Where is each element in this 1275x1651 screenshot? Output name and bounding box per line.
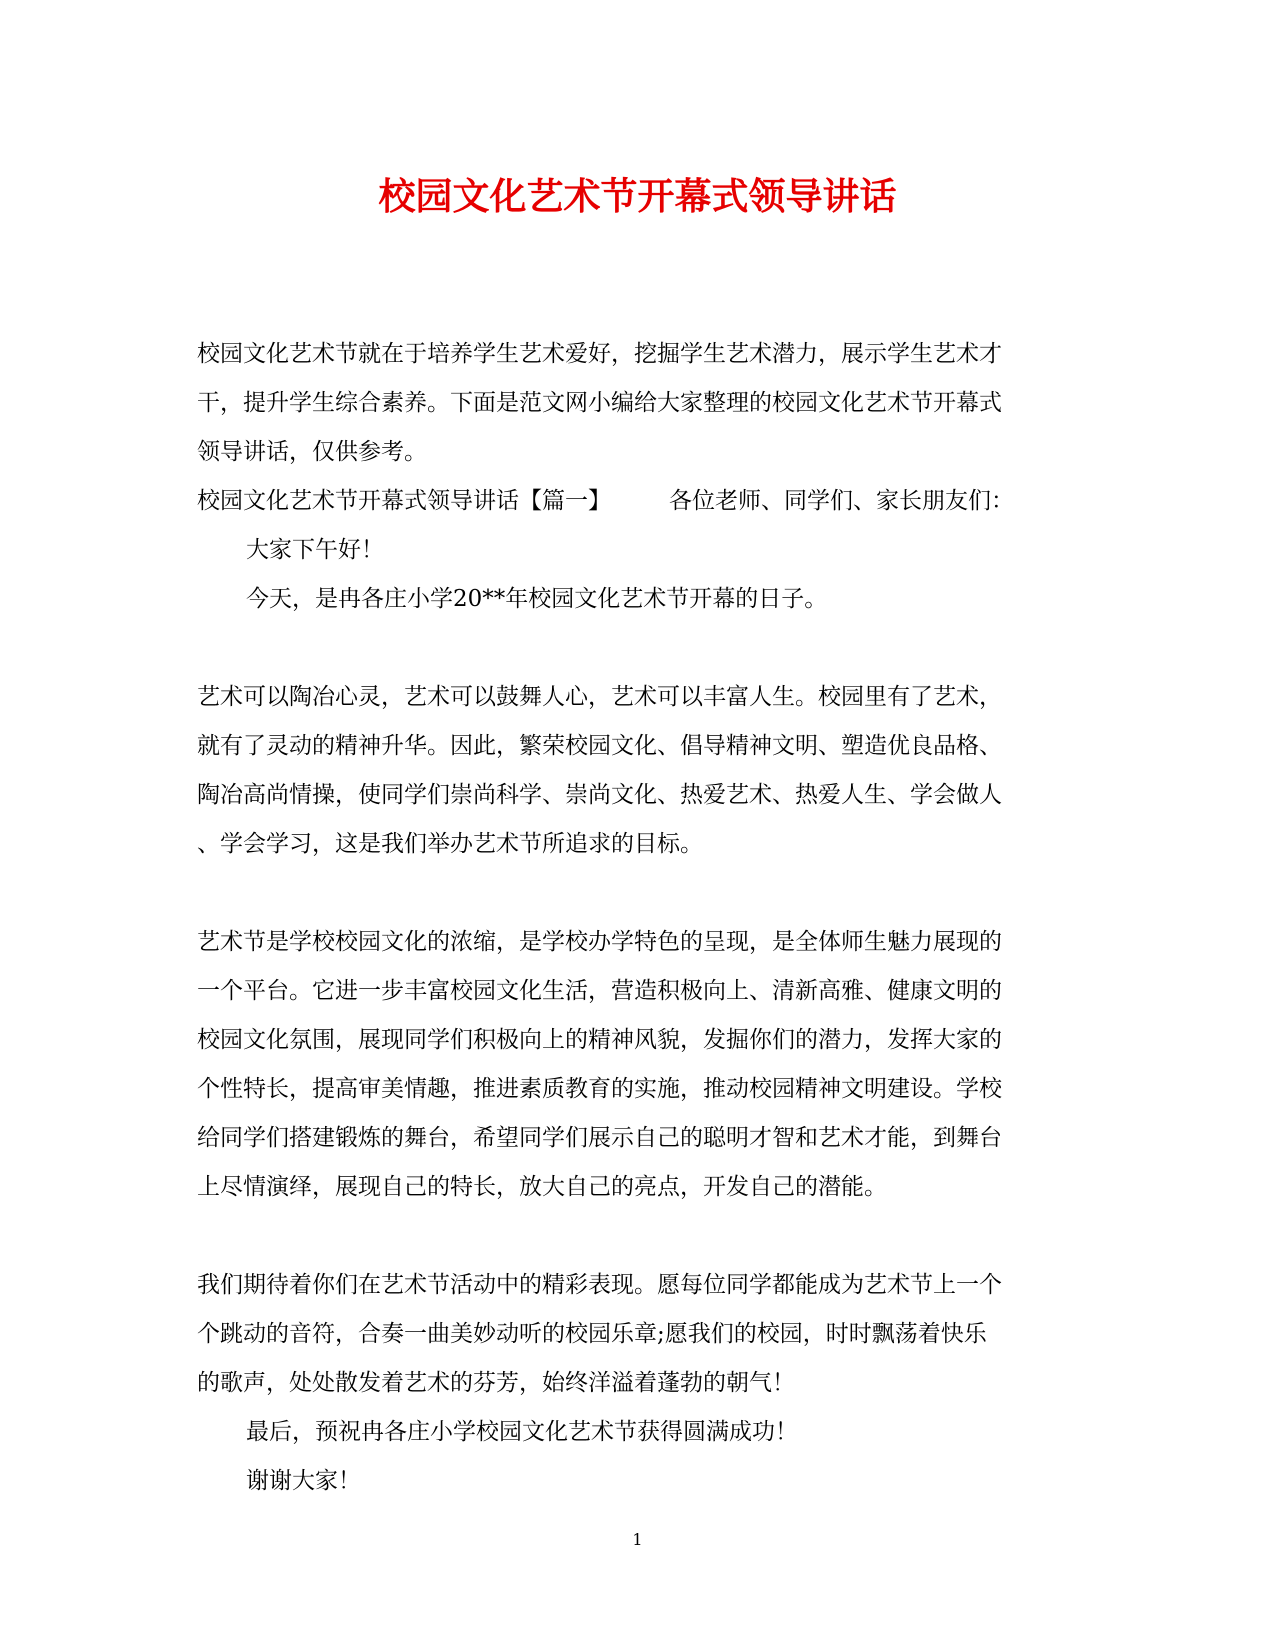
paragraph-line: 个跳动的音符，合奏一曲美妙动听的校园乐章;愿我们的校园，时时飘荡着快乐 (197, 1321, 987, 1347)
document-title: 校园文化艺术节开幕式领导讲话 (378, 174, 897, 218)
paragraph-line: 艺术节是学校校园文化的浓缩，是学校办学特色的呈现，是全体师生魅力展现的 (197, 929, 1002, 955)
page-number: 1 (632, 1530, 643, 1549)
paragraph-line: 艺术可以陶冶心灵，艺术可以鼓舞人心，艺术可以丰富人生。校园里有了艺术， (197, 684, 1002, 710)
section-heading: 校园文化艺术节开幕式领导讲话【篇一】 (197, 488, 611, 514)
paragraph-line: 就有了灵动的精神升华。因此，繁荣校园文化、倡导精神文明、塑造优良品格、 (197, 733, 1002, 759)
intro-line: 校园文化艺术节就在于培养学生艺术爱好，挖掘学生艺术潜力，展示学生艺术才 (197, 341, 1002, 367)
paragraph-line: 上尽情演绎，展现自己的特长，放大自己的亮点，开发自己的潜能。 (197, 1174, 887, 1200)
today-line: 今天，是冉各庄小学20**年校园文化艺术节开幕的日子。 (246, 586, 828, 612)
closing-line: 最后，预祝冉各庄小学校园文化艺术节获得圆满成功！ (246, 1419, 798, 1445)
thanks-line: 谢谢大家！ (246, 1468, 361, 1494)
paragraph-line: 给同学们搭建锻炼的舞台，希望同学们展示自己的聪明才智和艺术才能，到舞台 (197, 1125, 1002, 1151)
document-body (197, 330, 1077, 1506)
paragraph-line: 我们期待着你们在艺术节活动中的精彩表现。愿每位同学都能成为艺术节上一个 (197, 1272, 1002, 1298)
paragraph-line: 陶冶高尚情操，使同学们崇尚科学、崇尚文化、热爱艺术、热爱人生、学会做人 (197, 782, 1002, 808)
paragraph-line: 、学会学习，这是我们举办艺术节所追求的目标。 (197, 831, 703, 857)
paragraph-line: 一个平台。它进一步丰富校园文化生活，营造积极向上、清新高雅、健康文明的 (197, 978, 1002, 1004)
paragraph-line: 个性特长，提高审美情趣，推进素质教育的实施，推动校园精神文明建设。学校 (197, 1076, 1002, 1102)
paragraph-line: 的歌声，处处散发着艺术的芬芳，始终洋溢着蓬勃的朝气！ (197, 1370, 795, 1396)
intro-line: 干，提升学生综合素养。下面是范文网小编给大家整理的校园文化艺术节开幕式 (197, 390, 1002, 416)
paragraph-line: 校园文化氛围，展现同学们积极向上的精神风貌，发掘你们的潜力，发挥大家的 (197, 1027, 1002, 1053)
greeting: 大家下午好！ (246, 537, 384, 563)
intro-line: 领导讲话，仅供参考。 (197, 439, 427, 465)
section-heading-line (197, 477, 1077, 526)
salutation: 各位老师、同学们、家长朋友们： (669, 488, 1014, 514)
